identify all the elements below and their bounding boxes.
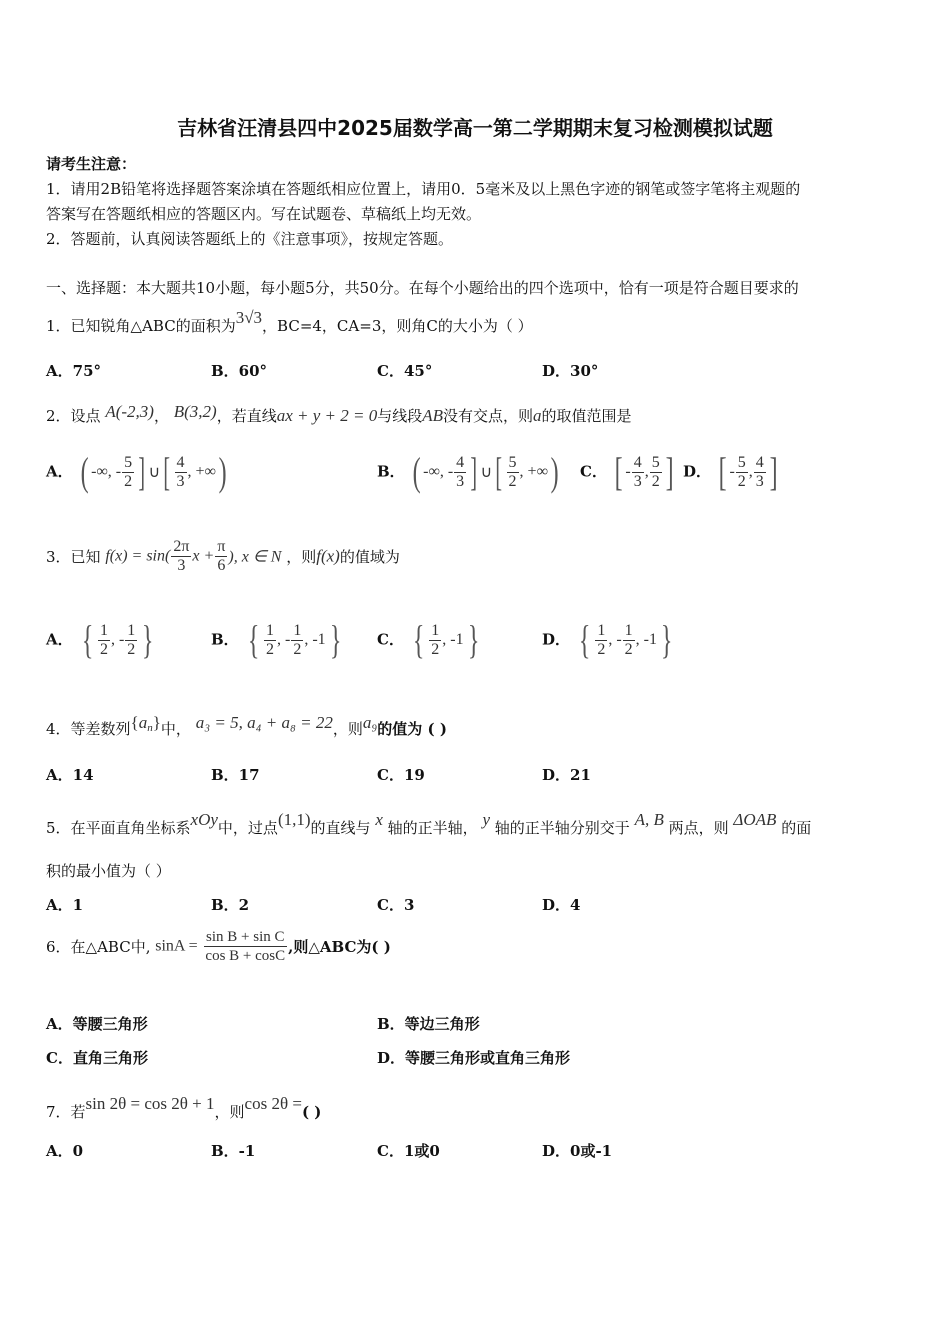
q6-option-b[interactable]: B．等边三角形 [377,1015,480,1033]
q1-stem-post: ，BC=4，CA=3，则角C的大小为（ ） [262,317,533,335]
q4-stem-mid: 中， [160,720,191,738]
q1-option-a[interactable]: A．75° [46,362,102,380]
question-3: 3．已知 f(x) = sin( $\frac{2\pi}{3}$ x + $\frac{\pi}{6}$ ), x ∈ N ，则f(x)的值域为 [46,538,400,574]
q3-option-b-label: B． [211,630,239,649]
question-5 [46,810,811,838]
question-7 [46,1094,321,1122]
q2-line-eq: ax + y + 2 = 0 [276,406,378,425]
q5-option-b[interactable]: B．2 [211,896,250,914]
notice-line-2: 答案写在答题纸相应的答题区内。写在试题卷、草稿纸上均无效。 [46,205,482,223]
q5-point: (1,1) [277,810,311,829]
notice-line-1: 1．请用2B铅笔将选择题答案涂填在答题纸相应位置上，请用0．5毫米及以上黑色字迹的钢笔或签字笔将主观题的 [46,180,801,198]
q6-lhs: sinA = [155,937,198,955]
q1-area: 3√3 [235,308,263,327]
q2-point-b: B(3,2) [173,402,217,421]
q6-numerator: sin B + sin C [206,929,285,945]
q5-stem-t6: 的面 [781,819,812,837]
section-heading: 一、选择题：本大题共10小题，每小题5分，共50分。在每个小题给出的四个选项中，恰有一项是符合题目要求的 [46,279,799,297]
q5-stem-t2: 的直线与 [310,819,371,837]
q4-a9: a₉ [362,713,378,732]
q2-option-b-label: B． [377,462,405,481]
question-4 [46,713,447,739]
q3-fx: f(x) [316,546,340,566]
q5-x: x [375,810,383,829]
q7-option-d[interactable]: D．0或-1 [542,1142,613,1160]
q3-stem-post2: 的值域为 [339,548,400,566]
q2-option-a-label: A． [46,462,73,481]
question-2: 2．设点 A(-2,3)， B(3,2)，若直线ax + y + 2 = 0与线段AB没有交点，则a的取值范围是 [46,402,632,425]
q2-point-a: A(-2,3) [105,402,154,421]
q5-stem-t1: 中，过点 [217,819,278,837]
notice-line-3: 2．答题前，认真阅读答题纸上的《注意事项》，按规定答题。 [46,230,454,248]
q2-option-a[interactable]: A． ( -∞, - $\frac{5}{2}$ ] ∪[ $\frac{4}{3}$ , +∞) [46,449,227,494]
q7-option-a[interactable]: A．0 [46,1142,84,1160]
q2-stem-pre: 2．设点 [46,407,101,425]
question-1 [46,308,533,336]
q3-option-a-label: A． [46,630,73,649]
q5-option-a[interactable]: A．1 [46,896,84,914]
q5-stem-line2: 积的最小值为（ ） [46,862,171,880]
q4-stem-mid2: ，则 [332,720,363,738]
q3-option-b[interactable]: B． { $\frac{1}{2}$ , - $\frac{1}{2}$ , -1} [211,617,342,662]
q2-stem-mid1: ，若直线 [216,407,277,425]
q7-ask: cos 2θ = [244,1094,302,1113]
q7-condition: sin 2θ = cos 2θ + 1 [85,1094,215,1113]
q2-stem-mid2: 与线段 [377,407,423,425]
q3-option-a[interactable]: A． { $\frac{1}{2}$ , - $\frac{1}{2}$ } [46,617,154,662]
q5-triangle: ΔOAB [733,810,777,829]
q1-option-b[interactable]: B．60° [211,362,268,380]
q3-option-c-label: C． [377,630,404,649]
notice-heading: 请考生注意： [46,155,137,173]
q7-stem-post: ( ) [301,1103,322,1121]
q5-y: y [482,810,490,829]
q1-stem-pre: 1．已知锐角△ABC的面积为 [46,317,236,335]
q6-stem-post: ,则△ABC为( ) [288,938,391,956]
q2-option-d-label: D． [683,462,712,481]
q2-stem-mid3: 没有交点，则 [443,407,534,425]
q1-option-c[interactable]: C．45° [377,362,433,380]
q4-condition: a₃ = 5, a₄ + a₈ = 22 [195,713,333,732]
q2-option-c-label: C． [580,462,607,481]
q5-coord-system: xOy [190,810,218,829]
q6-option-a[interactable]: A．等腰三角形 [46,1015,148,1033]
q5-stem-t3: 轴的正半轴， [387,819,478,837]
q4-option-d[interactable]: D．21 [542,766,591,784]
q7-stem-pre: 7．若 [46,1103,86,1121]
q3-option-c[interactable]: C． { $\frac{1}{2}$ , -1} [377,617,479,662]
q6-fraction [203,928,287,965]
q4-option-b[interactable]: B．17 [211,766,260,784]
q2-segment: AB [422,406,444,425]
q7-option-b[interactable]: B．-1 [211,1142,256,1160]
q6-stem-pre: 6．在△ABC中, [46,938,151,956]
q5-option-c[interactable]: C．3 [377,896,415,914]
q3-function: f(x) = sin( [105,547,171,565]
q6-denominator: cos B + cosC [205,948,286,964]
q5-option-d[interactable]: D．4 [542,896,581,914]
q3-option-d[interactable]: D． { $\frac{1}{2}$ , - $\frac{1}{2}$ , -1} [542,617,673,662]
q7-option-c[interactable]: C．1或0 [377,1142,440,1160]
q5-ab: A, B [634,810,664,829]
q2-stem-post: 的取值范围是 [541,407,632,425]
q4-option-a[interactable]: A．14 [46,766,94,784]
q5-stem-t4: 轴的正半轴分别交于 [494,819,630,837]
q6-option-d[interactable]: D．等腰三角形或直角三角形 [377,1049,571,1067]
q2-var-a: a [533,406,542,425]
q4-stem-pre: 4．等差数列 [46,720,131,738]
q7-stem-mid: ，则 [214,1103,245,1121]
q4-stem-post: 的值为 ( ) [377,720,447,738]
q3-stem-pre: 3．已知 [46,548,101,566]
q3-stem-post: ，则 [286,548,317,566]
q5-stem-pre: 5．在平面直角坐标系 [46,819,191,837]
q4-sequence: $\{a_n\}$ [130,713,161,734]
q2-option-d[interactable]: D． [ - $\frac{5}{2}$ , $\frac{4}{3}$ ] [683,449,778,494]
question-6 [46,928,391,965]
q6-option-c[interactable]: C．直角三角形 [46,1049,148,1067]
q1-option-d[interactable]: D．30° [542,362,599,380]
q5-stem-t5: 两点，则 [668,819,729,837]
q4-option-c[interactable]: C．19 [377,766,425,784]
q2-option-b[interactable]: B． ( -∞, - $\frac{4}{3}$ ] ∪[ $\frac{5}{2}$ , +∞) [377,449,559,494]
page-title: 吉林省汪清县四中2025届数学高一第二学期期末复习检测模拟试题 [177,116,773,140]
q3-option-d-label: D． [542,630,571,649]
q2-option-c[interactable]: C． [ - $\frac{4}{3}$ , $\frac{5}{2}$ ] [580,449,674,494]
